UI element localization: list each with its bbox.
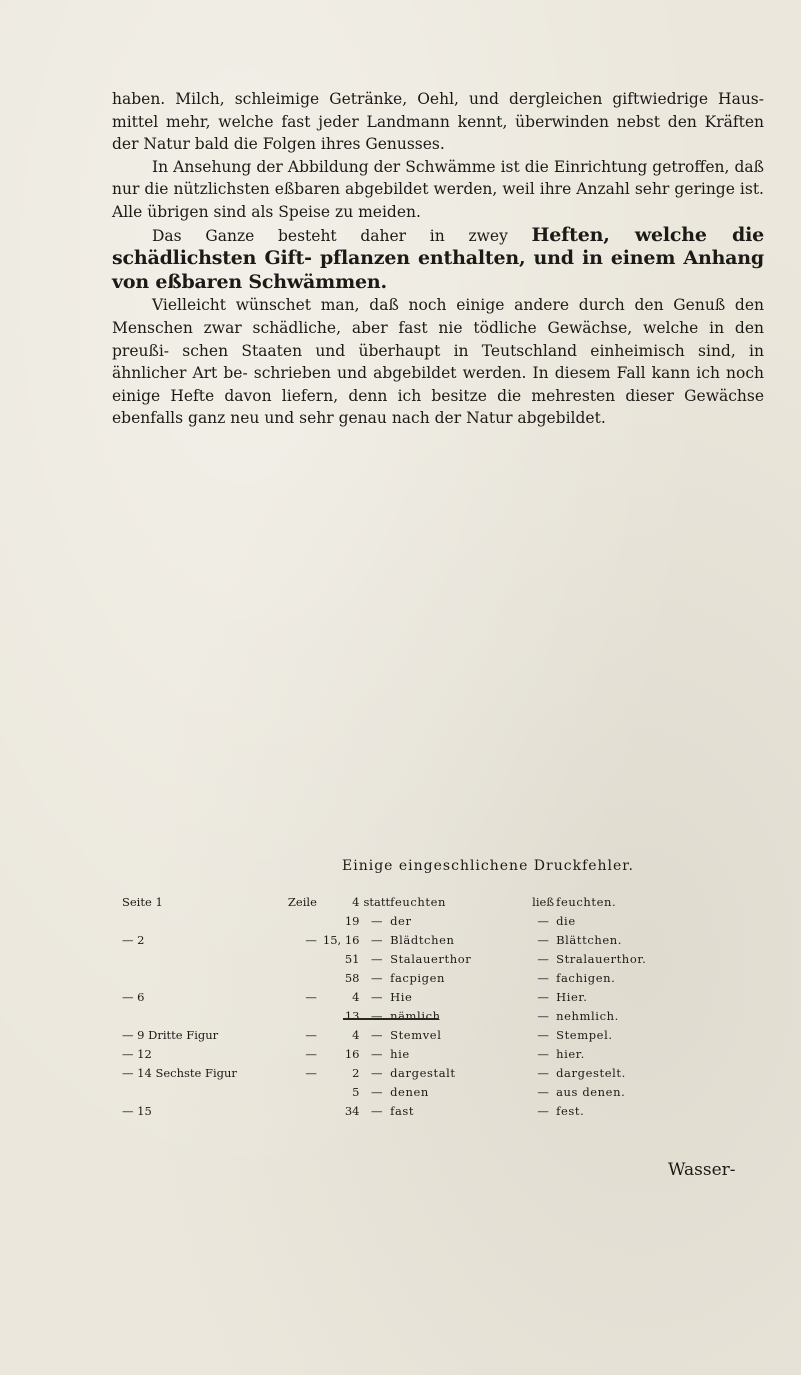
errata-line: —: [305, 990, 317, 1004]
errata-read-marker: —: [537, 933, 549, 947]
errata-line-number: 19: [344, 914, 360, 928]
errata-instead-marker: —: [371, 1047, 383, 1061]
errata-wrong-text: Stalauerthor: [390, 952, 472, 966]
errata-wrong-text: feuchten: [390, 895, 447, 909]
errata-correct-text: hier.: [556, 1047, 585, 1061]
errata-read-marker: —: [537, 1028, 549, 1042]
errata-table: [122, 893, 706, 1121]
errata-instead-marker: —: [371, 1066, 383, 1080]
errata-row: [122, 931, 706, 950]
errata-line: [237, 1007, 323, 1026]
paragraph-3-emphasis: Heften, welche die schädlichsten Gift- pflanzen enthalten, und in einem Anhang von eßbaren Schwämmen.: [112, 223, 764, 293]
errata-line-number: 13: [344, 1009, 360, 1023]
paragraph-3: [112, 224, 764, 295]
errata-row: [122, 1064, 706, 1083]
errata-line: —: [305, 933, 317, 947]
errata-page: — 12: [122, 1047, 152, 1061]
errata-page: — 2: [122, 933, 145, 947]
errata-row: [122, 969, 706, 988]
errata-line-number: 2: [352, 1066, 360, 1080]
errata-page: — 6: [122, 990, 145, 1004]
errata-page: — 9 Dritte Figur: [122, 1028, 219, 1042]
errata-line-number: 4: [352, 1028, 360, 1042]
errata-line-number: 51: [344, 952, 360, 966]
errata-line-number: 5: [352, 1085, 360, 1099]
errata-row: [122, 1026, 706, 1045]
errata-line: [237, 1083, 323, 1102]
errata-wrong-text: nämlich: [390, 1009, 441, 1023]
errata-read-marker: —: [537, 1085, 549, 1099]
errata-instead-marker: —: [371, 1104, 383, 1118]
errata-instead-marker: —: [371, 933, 383, 947]
errata-correct-text: Hier.: [556, 990, 588, 1004]
errata-line: [237, 912, 323, 931]
errata-instead-marker: —: [371, 990, 383, 1004]
paragraph-1: haben. Milch, schleimige Getränke, Oehl, und dergleichen giftwiedrige Haus- mittel mehr, welche fast jeder Landmann kennt, überwinden nebst den Kräften der Natur bald die Folgen ihres Genusses.: [112, 90, 764, 154]
errata-instead-marker: —: [371, 952, 383, 966]
errata-page: [122, 1083, 237, 1102]
errata-line-number: 15, 16: [322, 933, 360, 947]
catchword: Wasser-: [668, 1160, 736, 1180]
errata-wrong-text: hie: [390, 1047, 410, 1061]
errata-line-number: 4: [352, 895, 360, 909]
errata-read-marker: —: [537, 1066, 549, 1080]
errata-wrong-text: denen: [390, 1085, 429, 1099]
errata-line-number: 58: [344, 971, 360, 985]
errata-read-marker: —: [537, 1047, 549, 1061]
errata-line-number: 16: [344, 1047, 360, 1061]
errata-instead-marker: —: [371, 1085, 383, 1099]
paragraph-2: In Ansehung der Abbildung der Schwämme ist die Einrichtung getroffen, daß nur die nützlichsten eßbaren abgebildet werden, weil ihre Anzahl sehr geringe ist. Alle übrigen sind als Speise zu meiden.: [112, 157, 764, 221]
paragraph-4: Vielleicht wünschet man, daß noch einige andere durch den Genuß den Menschen zwar schädliche, aber fast nie tödliche Gewächse, welche in den preußi- schen Staaten und überhaupt in Teutschland einheimisch sind, in ähnlicher Art be- schrieben und abgebildet werden. In diesem Fall kann ich noch einige Hefte davon liefern, denn ich besitze die mehresten dieser Gewächse ebenfalls ganz neu und sehr genau nach der Natur abgebildet.: [112, 296, 764, 428]
errata-wrong-text: facpigen: [390, 971, 446, 985]
errata-row: [122, 893, 706, 912]
errata-instead-marker: statt: [363, 895, 391, 909]
errata-instead-marker: —: [371, 914, 383, 928]
errata-correct-text: Blättchen.: [556, 933, 623, 947]
errata-wrong-text: Blädtchen: [390, 933, 455, 947]
errata-line: Zeile: [287, 895, 317, 909]
errata-correct-text: fachigen.: [556, 971, 616, 985]
errata-correct-text: aus denen.: [556, 1085, 626, 1099]
errata-page: [122, 1007, 237, 1026]
errata-instead-marker: —: [371, 1028, 383, 1042]
errata-line: [237, 969, 323, 988]
errata-wrong-text: fast: [390, 1104, 415, 1118]
errata-line: [237, 1102, 323, 1121]
body-text: [112, 88, 764, 430]
errata-correct-text: Stralauerthor.: [556, 952, 647, 966]
errata-correct-text: fest.: [556, 1104, 585, 1118]
errata-line: —: [305, 1066, 317, 1080]
errata-read-marker: —: [537, 914, 549, 928]
errata-read-marker: —: [537, 1104, 549, 1118]
errata-read-marker: —: [537, 990, 549, 1004]
errata-wrong-text: Stemvel: [390, 1028, 442, 1042]
errata-correct-text: feuchten.: [556, 895, 617, 909]
errata-page: — 15: [122, 1104, 152, 1118]
errata-correct-text: nehmlich.: [556, 1009, 619, 1023]
errata-wrong-text: der: [390, 914, 412, 928]
errata-correct-text: dargestelt.: [556, 1066, 626, 1080]
errata-row: [122, 1083, 706, 1102]
errata-page: [122, 950, 237, 969]
errata-instead-marker: —: [371, 971, 383, 985]
errata-page: [122, 912, 237, 931]
errata-row: [122, 988, 706, 1007]
errata-wrong-text: Hie: [390, 990, 413, 1004]
errata-read-marker: —: [537, 971, 549, 985]
errata-line: [237, 950, 323, 969]
errata-row: [122, 1007, 706, 1026]
errata-line: —: [305, 1047, 317, 1061]
errata-page: Seite 1: [122, 895, 163, 909]
errata-page: — 14 Sechste Figur: [122, 1066, 237, 1080]
errata-heading: Einige eingeschlichene Druckfehler.: [342, 858, 634, 874]
errata-read-marker: —: [537, 952, 549, 966]
errata-row: [122, 1102, 706, 1121]
errata-page: [122, 969, 237, 988]
closing-rule: [343, 1018, 438, 1020]
errata-correct-text: die: [556, 914, 576, 928]
errata-instead-marker: —: [371, 1009, 383, 1023]
errata-line-number: 4: [352, 990, 360, 1004]
paragraph-3-plain: Das Ganze besteht daher in zwey: [152, 226, 508, 245]
errata-line: —: [305, 1028, 317, 1042]
errata-correct-text: Stempel.: [556, 1028, 613, 1042]
errata-line-number: 34: [344, 1104, 360, 1118]
errata-row: [122, 1045, 706, 1064]
errata-row: [122, 912, 706, 931]
errata-row: [122, 950, 706, 969]
errata-read-marker: —: [537, 1009, 549, 1023]
errata-read-marker: ließ: [532, 895, 555, 909]
errata-wrong-text: dargestalt: [390, 1066, 456, 1080]
